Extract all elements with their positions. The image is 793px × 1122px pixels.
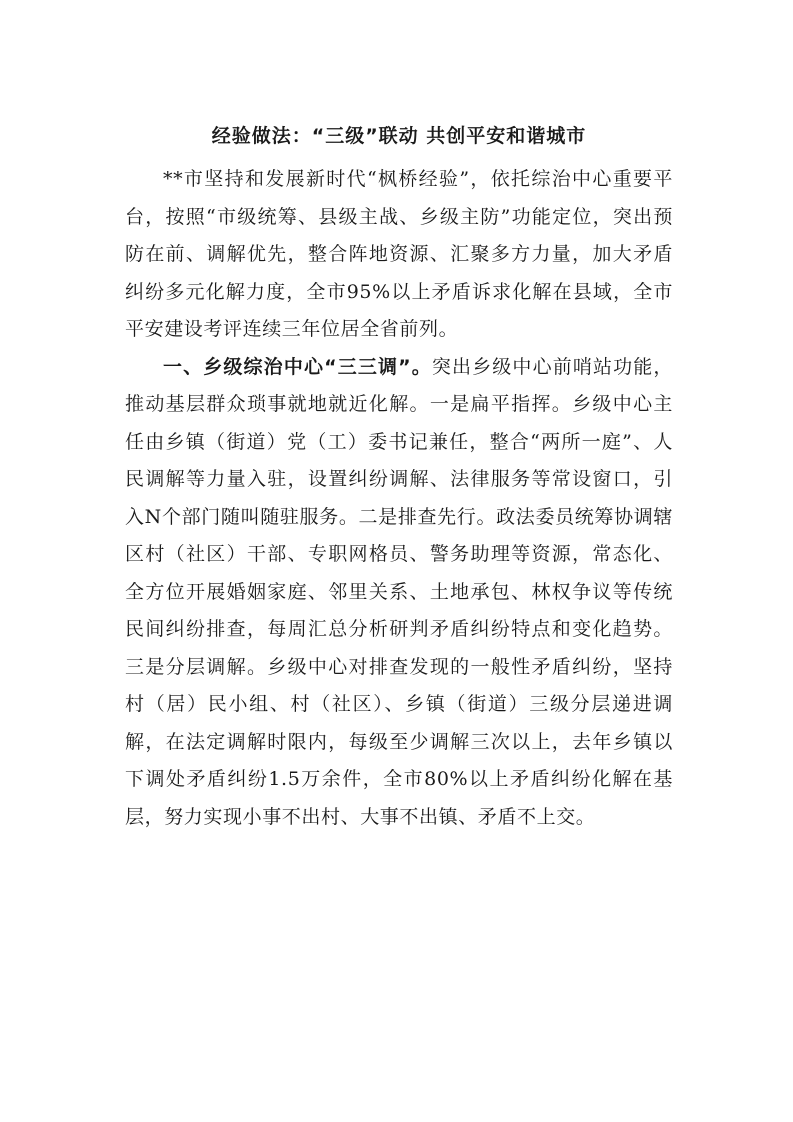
section-1-heading: 一、乡级综治中心“三三调”。	[163, 355, 432, 378]
section-1-paragraph	[125, 349, 673, 837]
document-page	[125, 115, 673, 836]
document-title: 经验做法：“三级”联动 共创平安和谐城市	[211, 125, 587, 147]
section-1-body: 突出乡级中心前哨站功能，推动基层群众琐事就地就近化解。一是扁平指挥。乡级中心主任由乡镇（街道）党（工）委书记兼任，整合“两所一庭”、人民调解等力量入驻，设置纠纷调解、法律服务等常设窗口，引入N个部门随叫随驻服务。二是排查先行。政法委员统筹协调辖区村（社区）干部、专职网格员、警务助理等资源，常态化、全方位开展婚姻家庭、邻里关系、土地承包、林权争议等传统民间纠纷排查，每周汇总分析研判矛盾纠纷特点和变化趋势。三是分层调解。乡级中心对排查发现的一般性矛盾纠纷，坚持村（居）民小组、村（社区）、乡镇（街道）三级分层递进调解，在法定调解时限内，每级至少调解三次以上，去年乡镇以下调处矛盾纠纷1.5万余件，全市80%以上矛盾纠纷化解在基层，努力实现小事不出村、大事不出镇、矛盾不上交。	[125, 355, 673, 828]
intro-paragraph: **市坚持和发展新时代“枫桥经验”，依托综治中心重要平台，按照“市级统筹、县级主战、乡级主防”功能定位，突出预防在前、调解优先，整合阵地资源、汇聚多方力量，加大矛盾纠纷多元化解力度，全市95%以上矛盾诉求化解在县域，全市平安建设考评连续三年位居全省前列。	[125, 168, 673, 340]
